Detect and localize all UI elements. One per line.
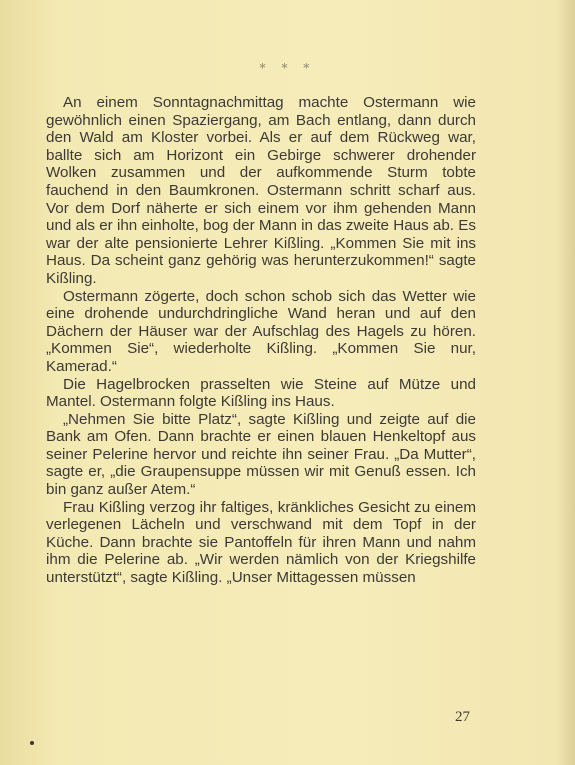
- paragraph-2: Ostermann zögerte, doch schon schob sich das Wetter wie eine drohende undurchdringliche Wand heran und auf den Dächern der Häuser war der Aufschlag des Hagels zu hören. „Kommen Sie“, wiederholte Kißling. „Kommen Sie nur, Kamerad.“: [46, 287, 476, 375]
- paragraph-3: Die Hagelbrocken prasselten wie Steine auf Mütze und Mantel. Ostermann folgte Kißling ins Haus.: [46, 375, 476, 411]
- print-speck: [30, 741, 34, 745]
- paragraph-5: Frau Kißling verzog ihr faltiges, kränkliches Gesicht zu einem verlegenen Lächeln und verschwand mit dem Topf in der Küche. Dann brachte sie Pantoffeln für ihren Mann und nahm ihm die Pelerine ab. „Wir werden nämlich von der Kriegshilfe unterstützt“, sagte Kißling. „Unser Mittagessen müssen: [46, 498, 476, 587]
- paragraph-1: An einem Sonntagnachmittag machte Ostermann wie gewöhnlich einen Spaziergang, am Bach entlang, dann durch den Wald am Kloster vorbei. Als er auf dem Rückweg war, ballte sich am Horizont ein Gebirge schwerer drohender Wolken zusammen und der aufkommende Sturm tobte fauchend in den Baumkronen. Ostermann schritt scharf aus. Vor dem Dorf näherte er sich einem vor ihm gehenden Mann und als er ihn einholte, bog der Mann in das zweite Haus ab. Es war der alte pensionierte Lehrer Kißling. „Kommen Sie mit ins Haus. Da scheint ganz gehörig was herunterzukommen!“ sagte Kißling.: [46, 94, 476, 287]
- paragraph-4: „Nehmen Sie bitte Platz“, sagte Kißling und zeigte auf die Bank am Ofen. Dann brachte er einen blauen Henkeltopf aus seiner Pelerine hervor und reichte ihn seiner Frau. „Da Mutter“, sagte er, „die Graupensuppe müssen wir mit Genuß essen. Ich bin ganz außer Atem.“: [46, 410, 476, 499]
- page-number: 27: [455, 709, 470, 725]
- section-separator: * * *: [259, 61, 316, 75]
- body-text: [46, 94, 476, 587]
- page-edge-shadow: [557, 0, 575, 765]
